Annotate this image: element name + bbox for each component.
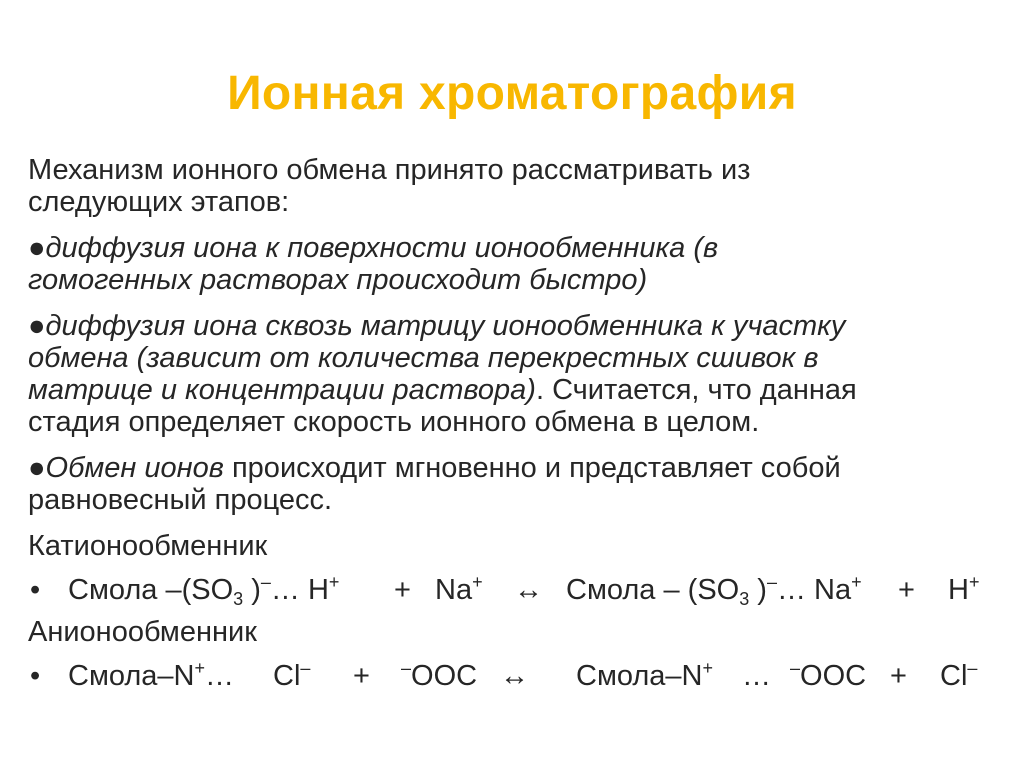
cation-lhs-suffix: ) bbox=[243, 574, 261, 606]
cation-h: H bbox=[948, 574, 969, 606]
cation-eq-plus-2: + bbox=[898, 574, 915, 606]
cation-heading: Катионообменник bbox=[28, 530, 268, 562]
anion-eq-arrow: ↔ bbox=[500, 660, 529, 692]
intro-line-1: Механизм ионного обмена принято рассматривать из bbox=[28, 154, 751, 186]
bullet-2-line-3-normal: . Считается, что данная bbox=[535, 374, 857, 406]
anion-ooc2: OOC bbox=[800, 660, 867, 692]
intro-line-2: следующих этапов: bbox=[28, 186, 290, 218]
cation-eq-plus-1: + bbox=[394, 574, 411, 606]
anion-ooc2-charge: – bbox=[790, 658, 801, 678]
bullet-2-line-4: стадия определяет скорость ионного обмена в целом. bbox=[28, 406, 760, 438]
anion-eq-ooc bbox=[401, 659, 477, 693]
anion-equation bbox=[28, 659, 998, 693]
anion-eq-plus-1: + bbox=[353, 660, 370, 692]
anion-eq-cl bbox=[273, 659, 310, 693]
anion-cl-charge: – bbox=[300, 658, 311, 678]
anion-lhs: Смола–N bbox=[68, 660, 195, 692]
cation-lhs-sub: 3 bbox=[233, 589, 244, 609]
bullet-3-line-2: равновесный процесс. bbox=[28, 484, 333, 516]
anion-rhs: Смола–N bbox=[576, 660, 703, 692]
cation-rhs-charge: – bbox=[766, 572, 777, 592]
cation-rhs-sub: 3 bbox=[739, 589, 750, 609]
cation-h-charge: + bbox=[968, 572, 980, 592]
cation-lhs-dots: … H bbox=[270, 574, 329, 606]
bullet-3-line-1 bbox=[28, 452, 841, 484]
anion-cl2-charge: – bbox=[967, 658, 978, 678]
cation-equation bbox=[28, 573, 998, 607]
cation-eq-h bbox=[948, 573, 979, 607]
cation-lhs-prefix: Смола –(SO bbox=[68, 574, 234, 606]
anion-cl2: Cl bbox=[940, 660, 968, 692]
cation-eq-na bbox=[435, 573, 483, 607]
bullet-1-line-2: гомогенных растворах происходит быстро) bbox=[28, 264, 648, 296]
anion-eq-ooc-2 bbox=[790, 659, 866, 693]
anion-lhs-dots: … bbox=[205, 660, 235, 692]
cation-na-charge: + bbox=[472, 572, 483, 592]
bullet-3-marker: ● bbox=[28, 452, 46, 484]
anion-heading: Анионообменник bbox=[28, 616, 257, 648]
cation-eq-arrow: ↔ bbox=[514, 574, 543, 606]
anion-eq-rhs-dots: … bbox=[742, 660, 771, 692]
anion-eq-lhs bbox=[68, 659, 234, 693]
bullet-3-rest: происходит мгновенно и представляет собой bbox=[223, 452, 841, 484]
cation-rhs-dots: … Na bbox=[776, 574, 852, 606]
cation-eq-lhs bbox=[68, 573, 339, 607]
anion-eq-bullet: • bbox=[30, 660, 41, 692]
cation-lhs-h-charge: + bbox=[328, 572, 340, 592]
bullet-3-italic: Обмен ионов bbox=[45, 452, 224, 484]
bullet-2-line-1: ●диффузия иона сквозь матрицу ионообменника к участку bbox=[28, 310, 846, 342]
cation-lhs-charge: – bbox=[260, 572, 271, 592]
cation-eq-bullet: • bbox=[30, 574, 41, 606]
cation-eq-rhs bbox=[566, 573, 862, 607]
slide-title: Ионная хроматография bbox=[227, 67, 797, 120]
cation-rhs-suffix: ) bbox=[749, 574, 767, 606]
anion-ooc-charge: – bbox=[401, 658, 412, 678]
cation-na: Na bbox=[435, 574, 473, 606]
cation-rhs-na-charge: + bbox=[851, 572, 862, 592]
anion-ooc: OOC bbox=[411, 660, 478, 692]
cation-rhs-prefix: Смола – (SO bbox=[566, 574, 740, 606]
bullet-2-line-3 bbox=[28, 374, 857, 406]
anion-rhs-charge: + bbox=[702, 658, 714, 678]
bullet-2-line-2: обмена (зависит от количества перекрестных сшивок в bbox=[28, 342, 819, 374]
anion-eq-rhs bbox=[576, 659, 713, 693]
anion-lhs-charge: + bbox=[194, 658, 206, 678]
anion-eq-plus-2: + bbox=[890, 660, 907, 692]
bullet-2-line-3-italic: матрице и концентрации раствора) bbox=[28, 374, 536, 406]
anion-cl: Cl bbox=[273, 660, 301, 692]
anion-eq-cl-2 bbox=[940, 659, 977, 693]
bullet-1-line-1: ●диффузия иона к поверхности ионообменника (в bbox=[28, 232, 719, 264]
